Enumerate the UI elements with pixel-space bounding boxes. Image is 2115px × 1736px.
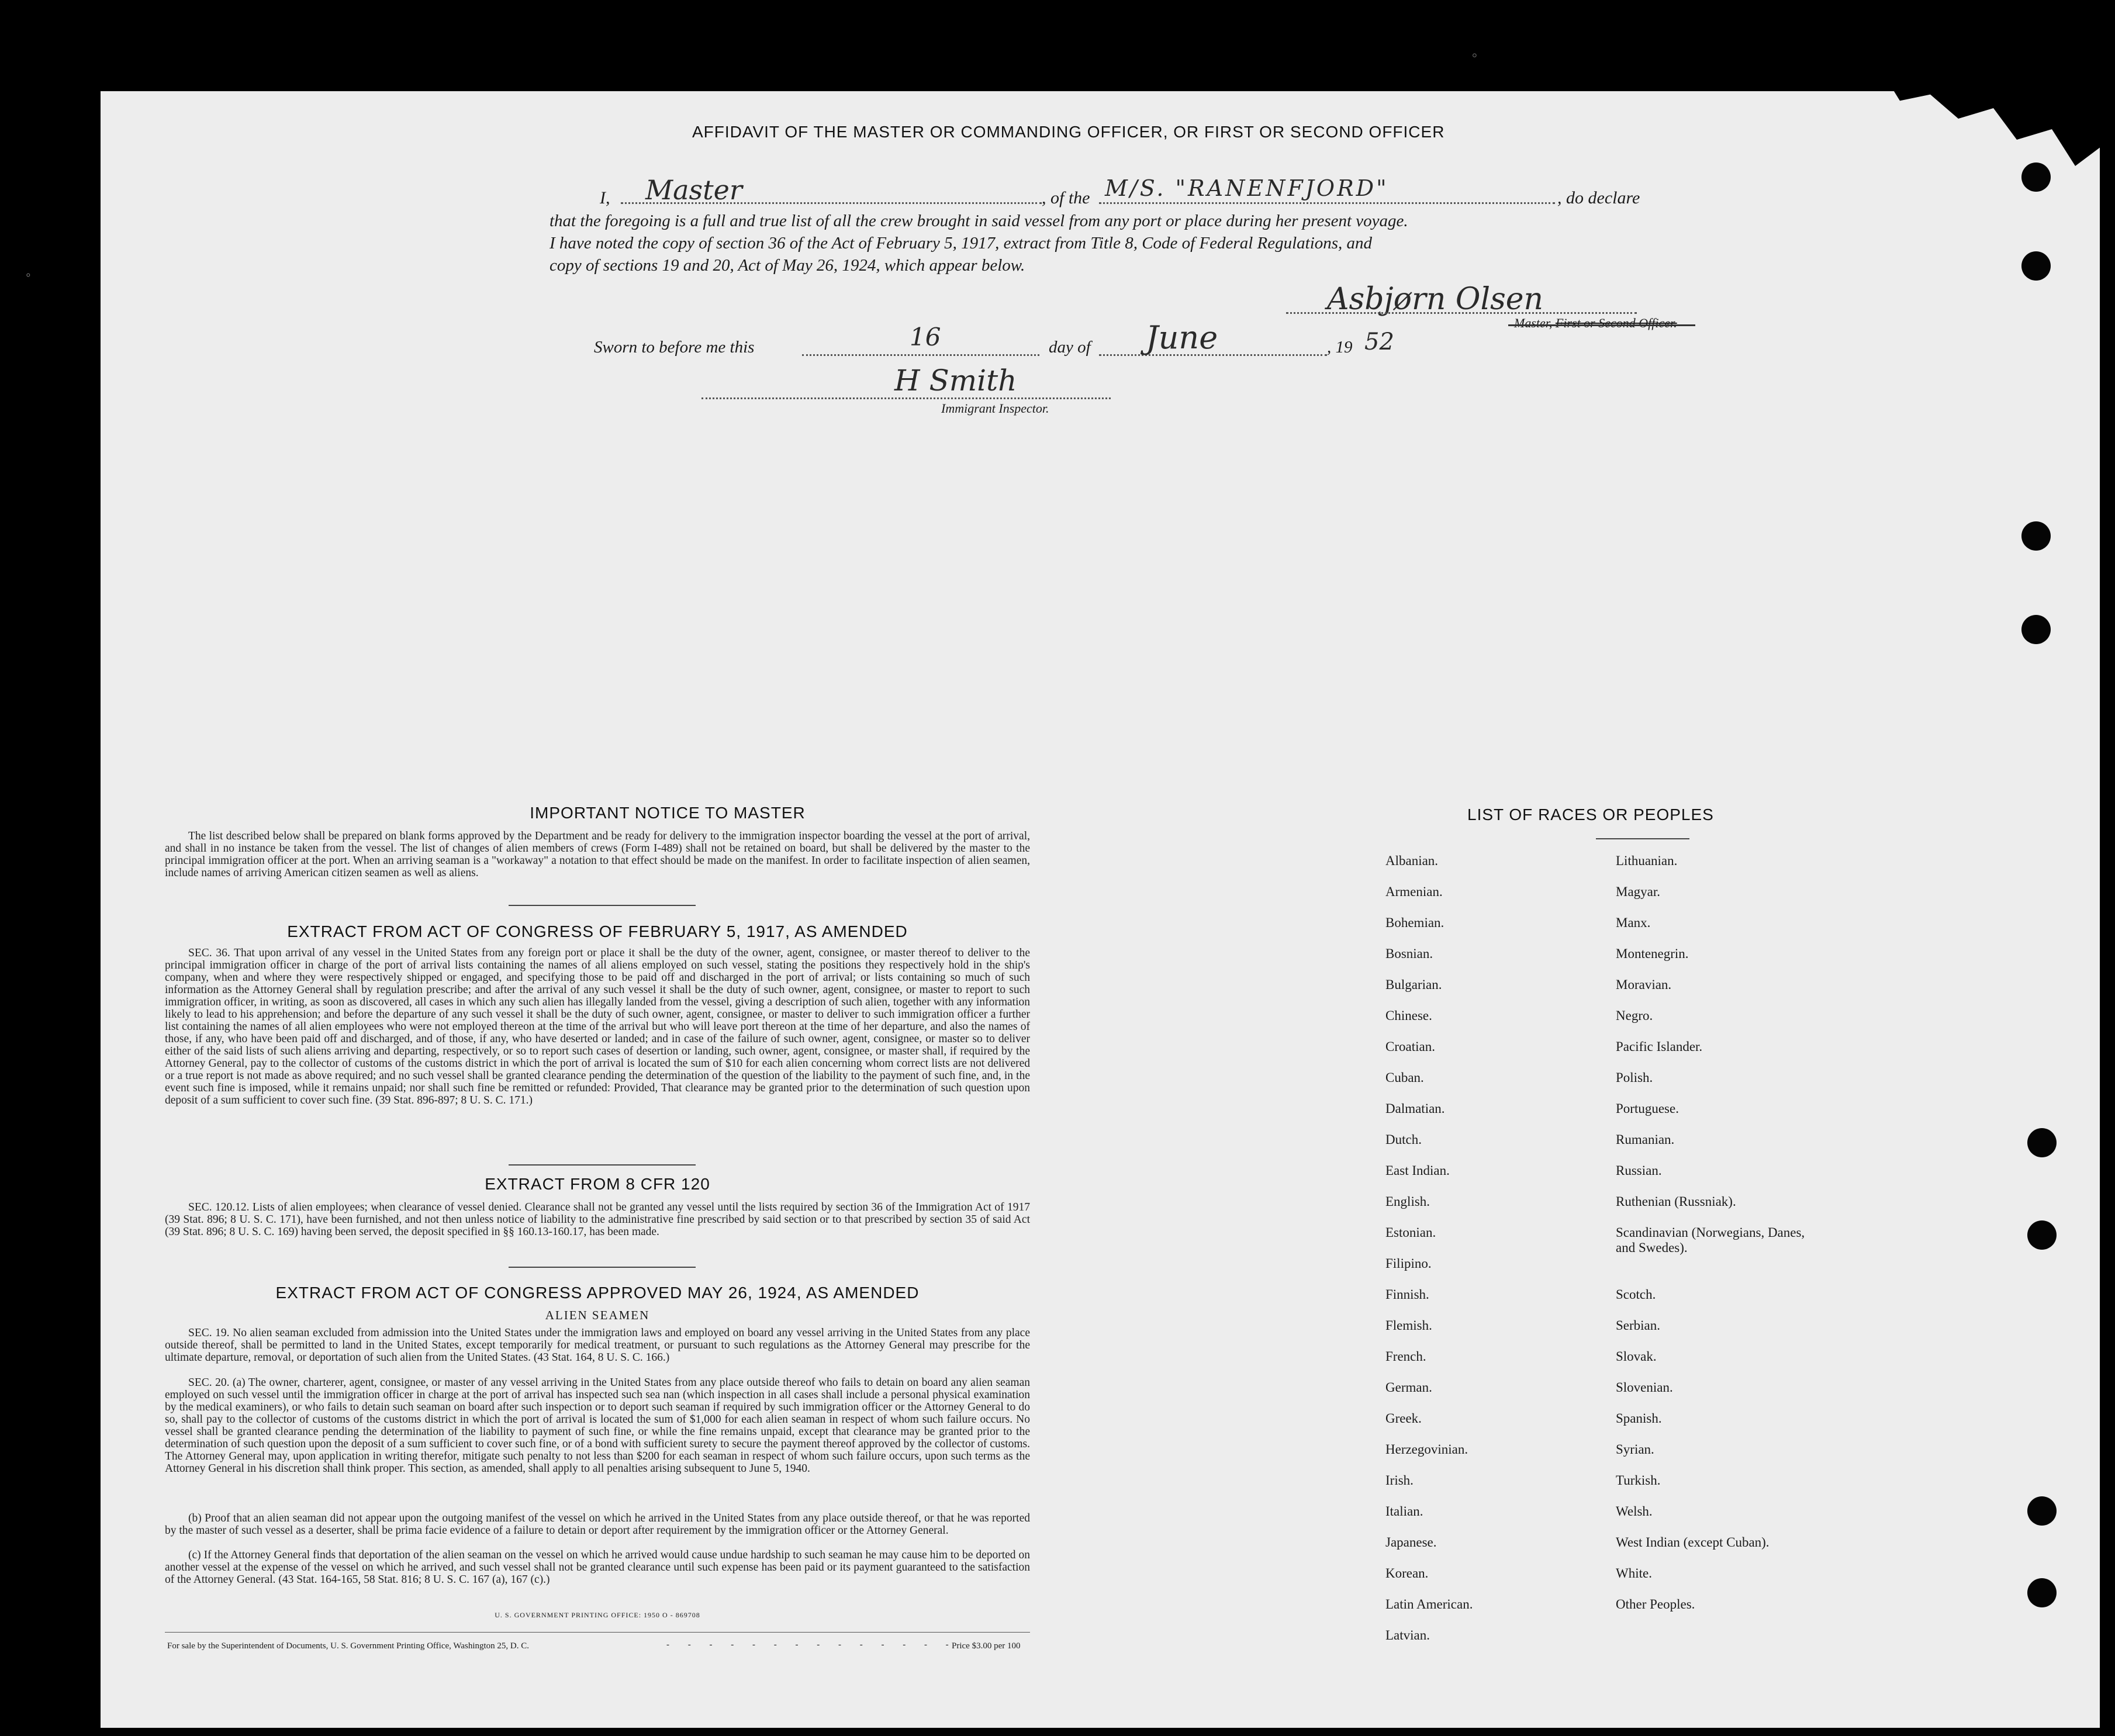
race-item: Portuguese. [1616, 1101, 1679, 1116]
do-declare-label: , do declare [1557, 188, 1640, 208]
signature-line [1286, 310, 1637, 314]
race-item: Herzegovinian. [1385, 1442, 1468, 1457]
punch-hole [2027, 1496, 2057, 1526]
extract-1924-sec20a: SEC. 20. (a) The owner, charterer, agent, consignee, or master of any vessel arriving in the United States from any place outside thereof who fails to detain on board any alien seaman employed on such vessel until the immigration officer in charge at the port of arrival has inspected such sea nan (which inspection in all cases shall include a personal physical examination by the medical examiners), or who fails to detain such seaman on board after such inspection or to deport such seaman if required by such immigration officer or the Attorney General to do so, shall pay to the collector of customs of the customs district in which the port of arrival is located the sum of $1,000 for each alien seaman in respect of whom such failure occurs. No vessel shall be granted clearance pending the determination of the liability to payment of such fine, or while the fine remains unpaid, except that clearance may be granted prior to the determination of such question upon the deposit of a sum sufficient to cover such fine, or of a bond with sufficient surety to secure the payment thereof approved by the collector of customs. The Attorney General may, upon application in writing therefor, mitigate such penalty to not less than $200 for each seaman in respect of whom such failure occurs, upon such terms as the Attorney General in his discretion shall think proper. This section, as amended, shall apply to all penalties arising subsequent to June 5, 1940. [165, 1377, 1030, 1475]
race-item: East Indian. [1385, 1163, 1450, 1178]
race-item: Negro. [1616, 1008, 1653, 1023]
punch-hole [2021, 521, 2051, 551]
race-item: Serbian. [1616, 1318, 1661, 1333]
race-item: Estonian. [1385, 1225, 1436, 1240]
race-item: Scotch. [1616, 1287, 1656, 1302]
scan-mark: ◦ [26, 268, 31, 283]
footer-right: Price $3.00 per 100 [952, 1641, 1021, 1651]
race-item: Syrian. [1616, 1442, 1654, 1457]
punch-hole [2027, 1128, 2057, 1157]
footer-rule [165, 1632, 1030, 1633]
race-item: Polish. [1616, 1070, 1653, 1085]
race-item: Other Peoples. [1616, 1597, 1695, 1611]
race-item: Moravian. [1616, 977, 1672, 992]
race-item: Pacific Islander. [1616, 1039, 1703, 1054]
notice-title: IMPORTANT NOTICE TO MASTER [530, 804, 806, 822]
race-item: Chinese. [1385, 1008, 1432, 1023]
master-signature: Asbjørn Olsen [1327, 282, 1544, 317]
races-column-2 [1616, 853, 1850, 1628]
race-item: Ruthenian (Russniak). [1616, 1194, 1736, 1209]
year-handwritten: 52 [1364, 328, 1394, 355]
of-the-label: , of the [1042, 188, 1090, 208]
race-item: Latin American. [1385, 1597, 1473, 1611]
divider [509, 1267, 696, 1268]
day-of-label: day of [1049, 338, 1091, 357]
race-item: Rumanian. [1616, 1132, 1675, 1147]
extract-cfr-title: EXTRACT FROM 8 CFR 120 [485, 1175, 710, 1193]
race-item: Korean. [1385, 1566, 1429, 1581]
extract-cfr-text: SEC. 120.12. Lists of alien employees; when clearance of vessel denied. Clearance shall not be granted any vessel until the lists required by section 36 of the Immigration Act of 1917 (39 Stat. 896; 8 U. S. C. 171), have been furnished, and not then unless notice of liability to the administrative fine prescribed by said section or to that prescribed by section 35 of said Act (39 Stat. 896; 8 U. S. C. 169) having been served, the deposit specified in §§ 160.13-160.17, has been made. [165, 1201, 1030, 1238]
punch-hole [2021, 615, 2051, 644]
divider [509, 905, 696, 906]
race-item: Magyar. [1616, 884, 1661, 899]
race-item: Welsh. [1616, 1504, 1653, 1519]
punch-hole [2021, 162, 2051, 192]
extract-1924-sec20b: (b) Proof that an alien seaman did not appear upon the outgoing manifest of the vessel on which he arrived in the United States from any place outside thereof, or that he was reported by the master of such vessel as a deserter, shall be prima facie evidence of a failure to detain or deport after requirement by the immigration officer or the Attorney General. [165, 1512, 1030, 1537]
race-item: Lithuanian. [1616, 853, 1678, 868]
divider [509, 1164, 696, 1166]
race-item: Slovenian. [1616, 1380, 1673, 1395]
signature-caption [1514, 316, 1677, 331]
race-item: Dutch. [1385, 1132, 1422, 1147]
race-item: West Indian (except Cuban). [1616, 1535, 1770, 1550]
affidavit-body-line-1: that the foregoing is a full and true list of all the crew brought in said vessel from any port or place during her present voyage. [550, 212, 1408, 230]
race-item: Scandinavian (Norwegians, Danes, and Swedes). [1616, 1225, 1805, 1255]
punch-hole [2027, 1220, 2057, 1250]
signature-caption-struck: First or Second Officer. [1555, 316, 1677, 330]
footer-left: For sale by the Superintendent of Documents, U. S. Government Printing Office, Washington 25, D. C. [167, 1641, 529, 1651]
vessel-handwritten: M/S. "RANENFJORD" [1105, 175, 1389, 201]
race-item: Filipino. [1385, 1256, 1432, 1271]
signature-caption-prefix: Master, [1514, 316, 1556, 330]
inspector-signature: H Smith [894, 364, 1017, 397]
alien-seamen-subtitle: ALIEN SEAMEN [545, 1308, 650, 1322]
races-title: LIST OF RACES OR PEOPLES [1467, 805, 1714, 824]
i-label: I, [600, 188, 610, 208]
race-item: Finnish. [1385, 1287, 1429, 1302]
race-item: Dalmatian. [1385, 1101, 1445, 1116]
race-item: Bosnian. [1385, 946, 1433, 961]
race-item: Greek. [1385, 1411, 1422, 1426]
gpo-line: U. S. GOVERNMENT PRINTING OFFICE: 1950 O - 869708 [495, 1611, 700, 1619]
race-item: Turkish. [1616, 1473, 1661, 1488]
sworn-label: Sworn to before me this [594, 338, 755, 357]
month-handwritten: June [1146, 319, 1218, 356]
extract-1924-sec19: SEC. 19. No alien seaman excluded from admission into the United States under the immigration laws and employed on board any vessel arriving in the United States from any place outside thereof, shall be permitted to land in the United States, except temporarily for medical treatment, or pursuant to such regulations as the Attorney General may prescribe for the ultimate departure, removal, or deportation of such alien from the United States. (43 Stat. 164, 8 U. S. C. 166.) [165, 1327, 1030, 1364]
inspector-caption: Immigrant Inspector. [941, 401, 1049, 416]
race-item: Albanian. [1385, 853, 1439, 868]
race-item: Manx. [1616, 915, 1651, 930]
extract-1924-title: EXTRACT FROM ACT OF CONGRESS APPROVED MAY 26, 1924, AS AMENDED [275, 1284, 920, 1302]
race-item: Slovak. [1616, 1349, 1657, 1364]
day-handwritten: 16 [910, 323, 941, 351]
races-column-1 [1385, 853, 1596, 1659]
race-item: English. [1385, 1194, 1430, 1209]
affidavit-body-line-3: copy of sections 19 and 20, Act of May 26, 1924, which appear below. [550, 256, 1025, 275]
race-item: Flemish. [1385, 1318, 1432, 1333]
race-item: Russian. [1616, 1163, 1662, 1178]
race-item: Spanish. [1616, 1411, 1662, 1426]
affidavit-title: AFFIDAVIT OF THE MASTER OR COMMANDING OFFICER, OR FIRST OR SECOND OFFICER [692, 123, 1445, 141]
signature-strike-line [1508, 324, 1695, 326]
race-item: French. [1385, 1349, 1426, 1364]
race-item: Italian. [1385, 1504, 1423, 1519]
punch-hole [2027, 1578, 2057, 1607]
notice-text: The list described below shall be prepared on blank forms approved by the Department and be ready for delivery to the immigration inspector boarding the vessel at the port of arrival, and shall in no instance be taken from the vessel. The list of changes of alien members of crews (Form I-489) shall not be retained on board, but shall be delivered by the master to the principal immigration officer at the port. When an arriving seaman is a "workaway" a notation to that effect should be made on the manifest. In order to facilitate inspection of alien seamen, include names of arriving American citizen seamen as well as aliens. [165, 830, 1030, 879]
race-item: German. [1385, 1380, 1432, 1395]
scan-mark: ° [1472, 50, 1477, 65]
punch-hole [2021, 251, 2051, 281]
race-item: Cuban. [1385, 1070, 1424, 1085]
race-item: Armenian. [1385, 884, 1443, 899]
extract-1917-text: SEC. 36. That upon arrival of any vessel in the United States from any foreign port or place it shall be the duty of the owner, agent, consignee, or master thereof to deliver to the principal immigration officer in charge of the port of arrival lists containing the names of all aliens employed on such vessel, stating the positions they respectively hold in the ship's company, when and where they were respectively shipped or engaged, and specifying those to be paid off and discharged in the port of arrival; or lists containing so much of such information as the Attorney General shall by regulation prescribe; and after the arrival of any such vessel it shall be the duty of such owner, agent, consignee, or master to report to such immigration officer, in writing, as soon as discovered, all cases in which any such alien has illegally landed from the vessel, giving a description of such alien, together with any information likely to lead to his apprehension; and before the departure of any such vessel it shall be the duty of such owner, agent, consignee, or master to deliver to such immigration officer a further list containing the names of all alien employees who were not employed thereon at the time of the arrival but who will leave port thereon at the time of her departure, and also the names of those, if any, who have been paid off and discharged, and of those, if any, who have deserted or landed; and in case of the failure of such owner, agent, consignee, or master so to deliver either of the said lists of such aliens arriving and departing, respectively, or so to report such cases of desertion or landing, such owner, agent, consignee, or master shall, if required by the Attorney General, pay to the collector of customs of the customs district in which the port of arrival is located the sum of $10 for each alien concerning whom correct lists are not delivered or a true report is not made as above required; and no such vessel shall be granted clearance pending the determination of the question of the liability to the payment of such fine, and, in the event such fine is imposed, while it remains unpaid; nor shall such fine be remitted or refunded: Provided, That clearance may be granted prior to the determination of such question upon deposit of a sum sufficient to cover such fine. (39 Stat. 896-897; 8 U. S. C. 171.) [165, 947, 1030, 1106]
race-item: Irish. [1385, 1473, 1414, 1488]
race-item: Croatian. [1385, 1039, 1435, 1054]
footer-dashes: - - - - - - - - - - - - - - [666, 1640, 957, 1649]
extract-1917-title: EXTRACT FROM ACT OF CONGRESS OF FEBRUARY 5, 1917, AS AMENDED [287, 922, 908, 940]
race-item: White. [1616, 1566, 1652, 1581]
name-handwritten: Master [645, 174, 742, 206]
race-item: Latvian. [1385, 1628, 1430, 1642]
races-title-rule [1596, 838, 1689, 839]
race-item: Japanese. [1385, 1535, 1437, 1550]
race-item: Bohemian. [1385, 915, 1444, 930]
extract-1924-sec20c: (c) If the Attorney General finds that deportation of the alien seaman on the vessel on which he arrived would cause undue hardship to such seaman he may cause him to be deported on another vessel at the expense of the vessel on which he arrived, and such vessel shall not be granted clearance until such expense has been paid or its payment guaranteed to the satisfaction of the Attorney General. (43 Stat. 164-165, 58 Stat. 816; 8 U. S. C. 167 (a), 167 (c).) [165, 1549, 1030, 1586]
race-item: Bulgarian. [1385, 977, 1442, 992]
year-prefix: , 19 [1327, 338, 1353, 357]
race-item: Montenegrin. [1616, 946, 1689, 961]
affidavit-body-line-2: I have noted the copy of section 36 of the Act of February 5, 1917, extract from Title 8, Code of Federal Regulations, and [550, 234, 1373, 253]
